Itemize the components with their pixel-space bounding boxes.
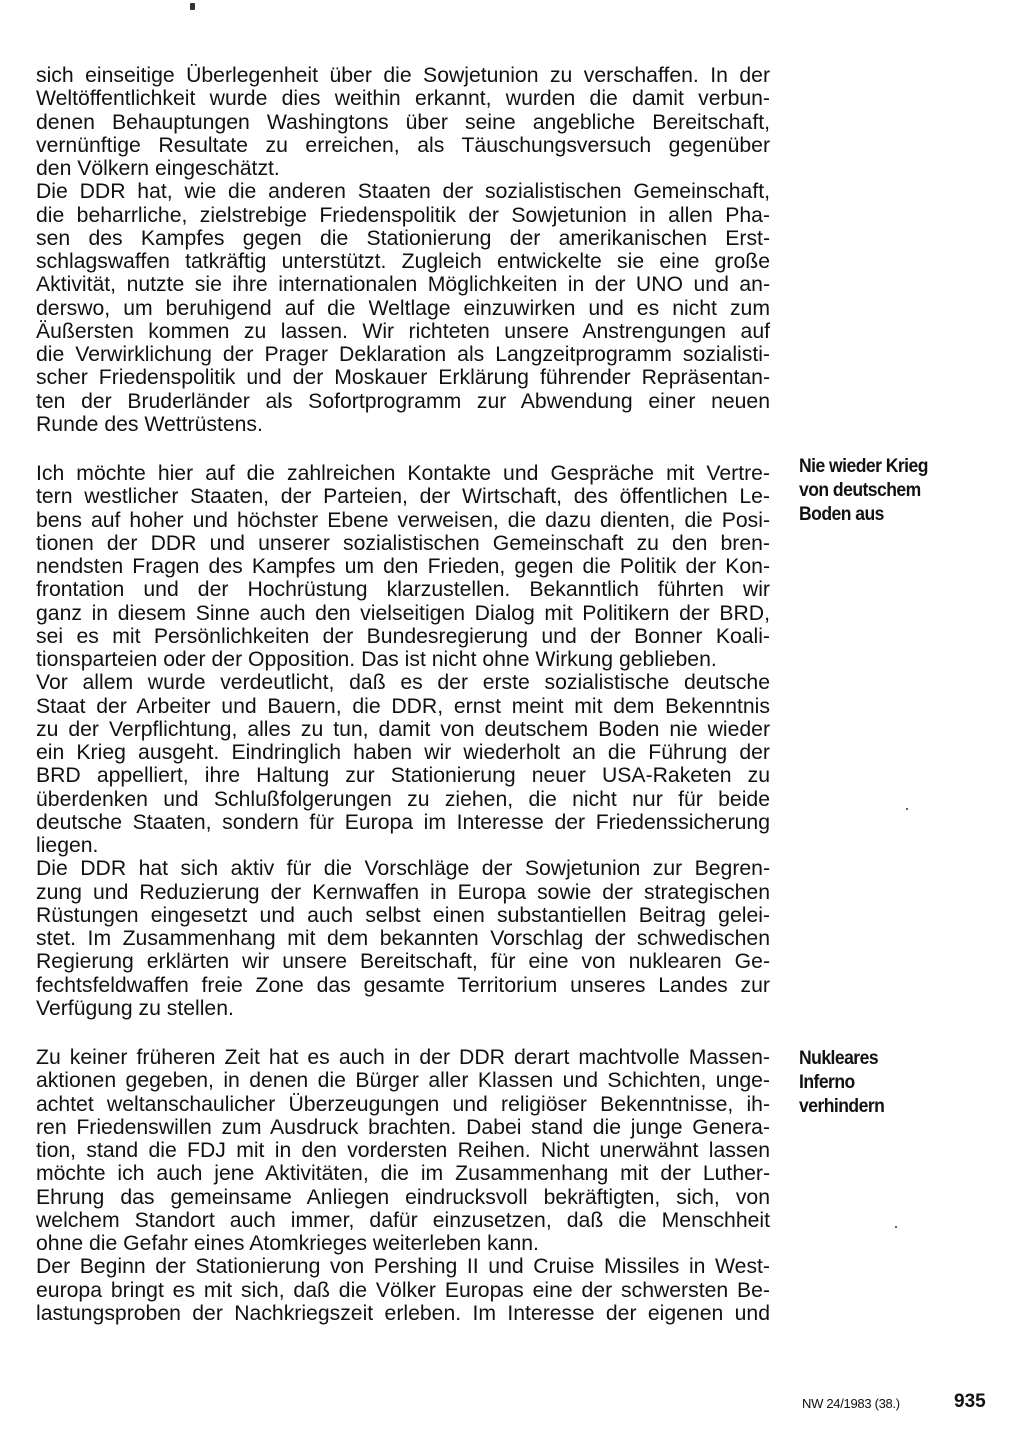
text-line: achtet weltanschaulicher Überzeugungen und religiöser Bekenntnisse, ih- — [36, 1092, 770, 1116]
text-line: stet. Im Zusammenhang mit dem bekannten Vorschlag der schwedischen — [36, 927, 770, 950]
text-line: sich einseitige Überlegenheit über die Sowjetunion zu verschaffen. In der — [36, 64, 770, 87]
margin-heading-line: von deutschem — [799, 479, 921, 501]
text-line: Verfügung zu stellen. — [36, 996, 234, 1020]
text-line: schlagswaffen tatkräftig unterstützt. Zugleich entwickelte sie eine große — [36, 250, 770, 273]
main-text-column — [36, 64, 770, 1325]
page-number: 935 — [954, 1391, 986, 1412]
scan-speck — [190, 3, 195, 10]
text-line: ten der Bruderländer als Sofortprogramm zur Abwendung einer neuen — [36, 389, 770, 413]
text-line: Vor allem wurde verdeutlicht, daß es der erste sozialistische deutsche — [36, 671, 770, 695]
margin-heading-line: Boden aus — [799, 503, 884, 525]
text-line: scher Friedenspolitik und der Moskauer Erklärung führender Repräsentan- — [36, 366, 770, 390]
text-line: tionen der DDR und unserer sozialistischen Gemeinschaft zu den bren- — [36, 531, 770, 555]
text-line: Ich möchte hier auf die zahlreichen Kontakte und Gespräche mit Vertre- — [36, 462, 770, 485]
text-line: bens auf hoher und höchster Ebene verweisen, die dazu dienten, die Posi- — [36, 508, 770, 532]
text-line: ren Friedenswillen zum Ausdruck brachten. Dabei stand die junge Genera- — [36, 1115, 770, 1139]
paragraph-7 — [36, 1255, 770, 1325]
text-line: fechtsfeldwaffen freie Zone das gesamte Territorium unseres Landes zur — [36, 973, 770, 997]
text-line: Zu keiner früheren Zeit hat es auch in der DDR derart machtvolle Massen- — [36, 1046, 770, 1069]
margin-heading-line: Nie wieder Krieg — [799, 455, 928, 477]
paragraph-2 — [36, 180, 770, 436]
scan-speck — [895, 1226, 897, 1228]
margin-heading-line: Inferno — [799, 1071, 855, 1093]
margin-heading-nie-wieder-krieg — [799, 454, 970, 526]
text-line: nendsten Fragen des Kampfes um den Frieden, gegen die Politik der Kon- — [36, 555, 770, 578]
text-line: frontation und der Hochrüstung klarzustellen. Bekanntlich führten wir — [36, 578, 770, 602]
paragraph-3 — [36, 462, 770, 671]
text-line: ohne die Gefahr eines Atomkrieges weiterleben kann. — [36, 1232, 539, 1255]
paragraph-spacer — [36, 1020, 770, 1046]
text-line: den Völkern eingeschätzt. — [36, 157, 280, 180]
text-line: Die DDR hat, wie die anderen Staaten der sozialistischen Gemeinschaft, — [36, 180, 770, 204]
text-line: sei es mit Persönlichkeiten der Bundesregierung und der Bonner Koali- — [36, 624, 770, 648]
text-line: welchem Standort auch immer, dafür einzusetzen, daß die Menschheit — [36, 1208, 770, 1232]
margin-heading-nukleares-inferno — [799, 1046, 970, 1118]
text-line: zung und Reduzierung der Kernwaffen in Europa sowie der strategischen — [36, 880, 770, 904]
paragraph-spacer — [36, 436, 770, 462]
paragraph-5 — [36, 857, 770, 1020]
text-line: deutsche Staaten, sondern für Europa im Interesse der Friedenssicherung — [36, 810, 770, 834]
text-line: die beharrliche, zielstrebige Friedenspolitik der Sowjetunion in allen Pha- — [36, 203, 770, 227]
text-line: Äußersten kommen zu lassen. Wir richteten unsere Anstrengungen auf — [36, 319, 770, 343]
text-line: Runde des Wettrüstens. — [36, 412, 263, 436]
paragraph-4 — [36, 671, 770, 857]
issue-reference: NW 24/1983 (38.) — [802, 1396, 900, 1411]
text-line: Staat der Arbeiter und Bauern, die DDR, ernst meint mit dem Bekenntnis — [36, 694, 770, 718]
text-line: tionsparteien oder der Opposition. Das ist nicht ohne Wirkung geblieben. — [36, 648, 717, 671]
text-line: überdenken und Schlußfolgerungen zu ziehen, die nicht nur für beide — [36, 787, 770, 811]
text-line: liegen. — [36, 834, 99, 857]
text-line: zu der Verpflichtung, alles zu tun, damit von deutschem Boden nie wieder — [36, 717, 770, 741]
text-line: sen des Kampfes gegen die Stationierung der amerikanischen Erst- — [36, 226, 770, 250]
text-line: Aktivität, nutzte sie ihre internationalen Möglichkeiten in der UNO und an- — [36, 273, 770, 297]
paragraph-1 — [36, 64, 770, 180]
text-line: vernünftige Resultate zu erreichen, als Täuschungsversuch gegenüber — [36, 133, 770, 157]
paragraph-6 — [36, 1046, 770, 1255]
text-line: Regierung erklärten wir unsere Bereitschaft, für eine von nuklearen Ge- — [36, 950, 770, 974]
text-line: Weltöffentlichkeit wurde dies weithin erkannt, wurden die damit verbun- — [36, 87, 770, 111]
text-line: Der Beginn der Stationierung von Pershing II und Cruise Missiles in West- — [36, 1255, 770, 1279]
text-line: Ehrung das gemeinsame Anliegen eindrucksvoll bekräftigten, sich, von — [36, 1185, 770, 1209]
text-line: Rüstungen eingesetzt und auch selbst einen substantiellen Beitrag gelei- — [36, 903, 770, 927]
text-line: ein Krieg ausgeht. Eindringlich haben wir wiederholt an die Führung der — [36, 741, 770, 764]
text-line: tern westlicher Staaten, der Parteien, der Wirtschaft, des öffentlichen Le- — [36, 485, 770, 509]
text-line: lastungsproben der Nachkriegszeit erleben. Im Interesse der eigenen und — [36, 1301, 770, 1325]
text-line: BRD appelliert, ihre Haltung zur Stationierung neuer USA-Raketen zu — [36, 764, 770, 788]
text-line: möchte ich auch jene Aktivitäten, die im Zusammenhang mit der Luther- — [36, 1162, 770, 1186]
text-line: europa bringt es mit sich, daß die Völker Europas eine der schwersten Be- — [36, 1278, 770, 1302]
text-line: denen Behauptungen Washingtons über seine angebliche Bereitschaft, — [36, 110, 770, 134]
margin-heading-line: verhindern — [799, 1095, 885, 1117]
text-line: Die DDR hat sich aktiv für die Vorschläge der Sowjetunion zur Begren- — [36, 857, 770, 881]
text-line: die Verwirklichung der Prager Deklaration als Langzeitprogramm sozialisti- — [36, 343, 770, 366]
text-line: tion, stand die FDJ mit in den vordersten Reihen. Nicht unerwähnt lassen — [36, 1139, 770, 1162]
text-line: aktionen gegeben, in denen die Bürger aller Klassen und Schichten, unge- — [36, 1069, 770, 1093]
text-line: ganz in diesem Sinne auch den vielseitigen Dialog mit Politikern der BRD, — [36, 601, 770, 625]
margin-heading-line: Nukleares — [799, 1047, 879, 1069]
text-line: derswo, um beruhigend auf die Weltlage einzuwirken und es nicht zum — [36, 296, 770, 320]
scan-speck — [906, 808, 908, 810]
